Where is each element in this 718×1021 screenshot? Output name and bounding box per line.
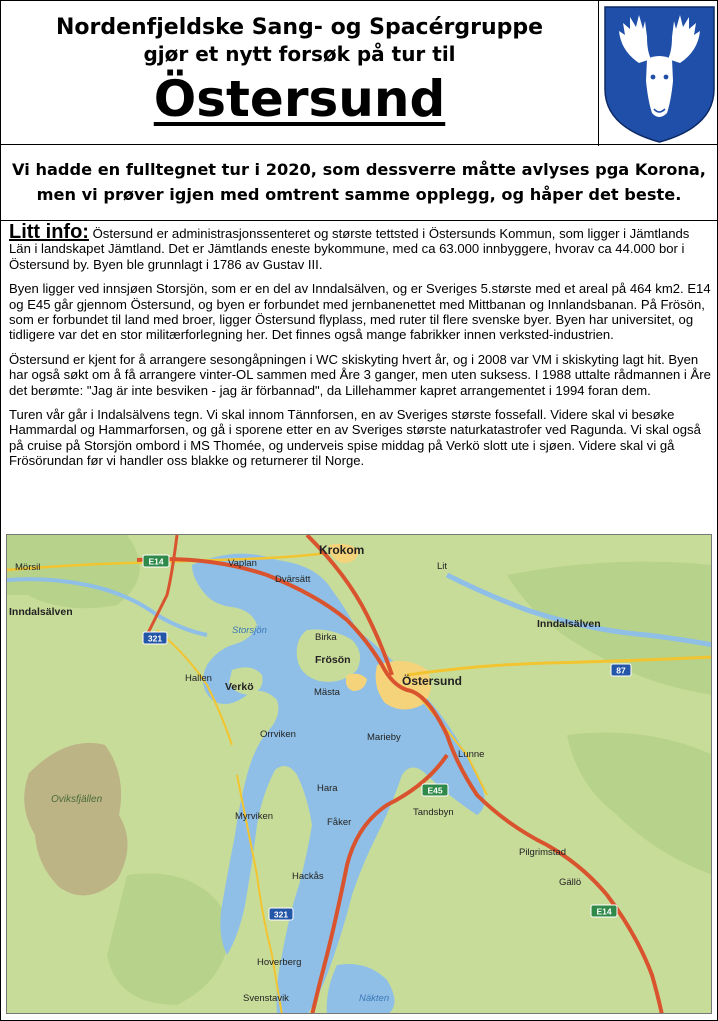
destination-title: Östersund bbox=[153, 70, 446, 128]
label-dvarsatt: Dvärsätt bbox=[275, 574, 311, 585]
header-box bbox=[0, 0, 718, 145]
area-map bbox=[6, 534, 712, 1014]
info-paragraph-1-text: Östersund er administrasjonssenteret og største tettsted i Östersunds Kommun, som ligger i Jämtlands Län i landskapet Jämtland. Det er Jämtlands eneste bykommune, med ca 63.000 innbyggere, hvorav ca 44.000 bor i Östersund by. Byen ble grunnlagt i 1786 av Gustav III. bbox=[9, 226, 690, 272]
organization-name: Nordenfjeldske Sang- og Spacérgruppe bbox=[55, 15, 544, 40]
intro-line-2: men vi prøver igjen med omtrent samme opplegg, og håper det beste. bbox=[36, 185, 682, 204]
label-pilgrimstad: Pilgrimstad bbox=[519, 847, 566, 858]
info-text bbox=[9, 221, 713, 478]
svg-text:E14: E14 bbox=[596, 906, 612, 917]
shield-321-top bbox=[143, 632, 167, 644]
header-title-block bbox=[1, 1, 598, 146]
label-lit: Lit bbox=[437, 561, 448, 572]
label-nakten: Näkten bbox=[359, 993, 390, 1004]
label-ostersund: Östersund bbox=[402, 674, 463, 688]
info-paragraph-4: Turen vår går i Indalsälvens tegn. Vi skal innom Tännforsen, en av Sveriges største fossefall. Videre skal vi besøke Hammardal og Hammarforsen, og gå i sporene etter en av Sveriges største naturkatastrofer ved Ragunda. Vi skal også på cruise på Storsjön ombord i MS Thomée, og underveis spise middag på Verkö slott ute i sjøen. Videre skal vi gå Frösörundan før vi handler oss blakke og returnerer til Norge. bbox=[9, 407, 701, 469]
label-gallo: Gällö bbox=[559, 877, 582, 888]
map-canvas bbox=[7, 535, 712, 1014]
label-krokom: Krokom bbox=[319, 543, 365, 557]
label-orrviken: Orrviken bbox=[260, 729, 296, 740]
label-hara: Hara bbox=[317, 783, 338, 794]
shield-321-bottom bbox=[269, 908, 293, 920]
label-hallen: Hallen bbox=[185, 673, 212, 684]
info-paragraph-3: Östersund er kjent for å arrangere sesongåpningen i WC skiskyting hvert år, og i 2008 var VM i skiskyting lagt hit. Byen har også søkt om å få arrangere vinter-OL sammen med Åre 3 ganger, men uten suksess. I 1988 uttalte rådmannen i Åre det berømte: "Jag är inte besviken - jag är förbannad", da Lillehammer kapret arrangementet i 1994 foran dem. bbox=[9, 351, 711, 398]
label-inndalsalven-west: Inndalsälven bbox=[9, 606, 73, 618]
label-lunne: Lunne bbox=[458, 749, 485, 760]
shield-e14-top bbox=[143, 555, 169, 567]
svg-text:E45: E45 bbox=[427, 785, 443, 796]
label-storsjon: Storsjön bbox=[232, 625, 267, 636]
info-heading: Litt info: bbox=[9, 221, 89, 243]
shield-e45 bbox=[422, 784, 448, 796]
info-paragraph-1 bbox=[9, 221, 713, 272]
label-svenstavik: Svenstavik bbox=[243, 993, 289, 1004]
label-myrviken: Myrviken bbox=[235, 811, 274, 822]
label-oviksfjallen: Oviksfjällen bbox=[51, 794, 103, 805]
intro-box bbox=[0, 145, 718, 221]
crest-box bbox=[598, 1, 718, 146]
label-froson: Frösön bbox=[315, 654, 351, 666]
label-faker: Fåker bbox=[327, 817, 352, 828]
label-inndalsalven-east: Inndalsälven bbox=[537, 618, 601, 630]
svg-text:321: 321 bbox=[147, 633, 163, 644]
label-marieby: Marieby bbox=[367, 732, 401, 743]
label-birka: Birka bbox=[315, 632, 337, 643]
jamtland-coat-of-arms-icon bbox=[599, 1, 718, 146]
label-hackas: Hackås bbox=[292, 871, 324, 882]
label-tandsbyn: Tandsbyn bbox=[413, 807, 454, 818]
svg-text:E14: E14 bbox=[148, 556, 164, 567]
label-vaplan: Vaplan bbox=[228, 558, 257, 569]
label-hoverberg: Hoverberg bbox=[257, 957, 302, 968]
shield-87 bbox=[611, 664, 631, 676]
label-morsil: Mörsil bbox=[15, 562, 41, 573]
svg-text:87: 87 bbox=[616, 665, 626, 676]
svg-text:321: 321 bbox=[273, 909, 289, 920]
trip-subtitle: gjør et nytt forsøk på tur til bbox=[143, 42, 456, 66]
info-paragraph-2: Byen ligger ved innsjøen Storsjön, som er en del av Inndalsälven, og er Sveriges 5.største med et areal på 464 km2. E14 og E45 går gjennom Östersund, og byen er forbundet med jernbanenettet med Mittbanan og Innlandsbanan. På Frösön, som er forbundet til land med broer, ligger Östersund flyplass, med ruter til flere svenske byer. Byen har universitet, og tidligere var det en stor militærforlegning her. Det finnes også mange fabrikker innen verksted-industrien. bbox=[9, 281, 711, 343]
label-verko: Verkö bbox=[225, 681, 254, 693]
intro-line-1: Vi hadde en fulltegnet tur i 2020, som dessverre måtte avlyses pga Korona, bbox=[12, 160, 706, 179]
shield-e14-bottom bbox=[591, 905, 617, 917]
label-masta: Mästa bbox=[314, 687, 340, 698]
